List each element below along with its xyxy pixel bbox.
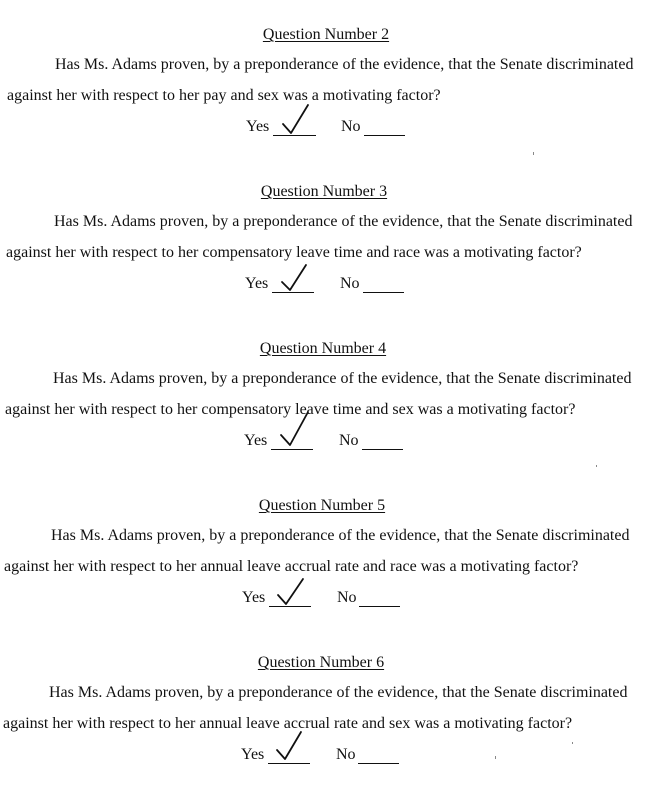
no-label: No (341, 118, 361, 135)
question-title: Question Number 6 (257, 654, 385, 671)
question-3 (0, 183, 650, 333)
checkmark-icon (274, 730, 304, 762)
scan-speck (495, 756, 496, 759)
question-title: Question Number 5 (258, 497, 386, 514)
no-label: No (339, 432, 359, 449)
yes-label: Yes (241, 746, 265, 763)
question-text-line-1: Has Ms. Adams proven, by a preponderance of the evidence, that the Senate discriminated (49, 684, 628, 701)
question-title: Question Number 3 (260, 183, 388, 200)
question-text-line-1: Has Ms. Adams proven, by a preponderance of the evidence, that the Senate discriminated (55, 56, 634, 73)
yes-label: Yes (246, 118, 270, 135)
no-answer-line[interactable] (358, 763, 399, 764)
checkmark-icon (280, 104, 310, 136)
question-title: Question Number 2 (262, 26, 390, 43)
no-label: No (340, 275, 360, 292)
question-title: Question Number 4 (259, 340, 387, 357)
scan-speck (533, 152, 534, 155)
question-text-line-2: against her with respect to her annual leave accrual rate and sex was a motivating factor? (3, 715, 573, 732)
question-text-line-1: Has Ms. Adams proven, by a preponderance of the evidence, that the Senate discriminated (51, 527, 630, 544)
question-6 (0, 654, 650, 804)
no-answer-line[interactable] (359, 606, 400, 607)
question-4 (0, 340, 650, 490)
question-5 (0, 497, 650, 647)
yes-label: Yes (244, 432, 268, 449)
yes-label: Yes (242, 589, 266, 606)
no-answer-line[interactable] (363, 292, 404, 293)
checkmark-icon (275, 577, 305, 607)
yes-answer-line[interactable] (268, 763, 310, 764)
no-answer-line[interactable] (362, 449, 403, 450)
no-answer-line[interactable] (364, 135, 405, 136)
checkmark-icon (278, 410, 310, 448)
yes-label: Yes (245, 275, 269, 292)
question-text-line-2: against her with respect to her compensatory leave time and race was a motivating factor? (6, 244, 582, 261)
no-label: No (337, 589, 357, 606)
question-text-line-1: Has Ms. Adams proven, by a preponderance of the evidence, that the Senate discriminated (54, 213, 633, 230)
question-text-line-2: against her with respect to her annual leave accrual rate and race was a motivating factor? (4, 558, 579, 575)
question-text-line-1: Has Ms. Adams proven, by a preponderance of the evidence, that the Senate discriminated (53, 370, 632, 387)
yes-answer-line[interactable] (271, 449, 313, 450)
question-2 (0, 26, 650, 176)
no-label: No (336, 746, 356, 763)
scan-speck (572, 742, 573, 744)
scan-speck (596, 465, 597, 467)
question-text-line-2: against her with respect to her compensatory leave time and sex was a motivating factor? (5, 401, 576, 418)
question-text-line-2: against her with respect to her pay and sex was a motivating factor? (7, 87, 441, 104)
checkmark-icon (279, 263, 309, 293)
